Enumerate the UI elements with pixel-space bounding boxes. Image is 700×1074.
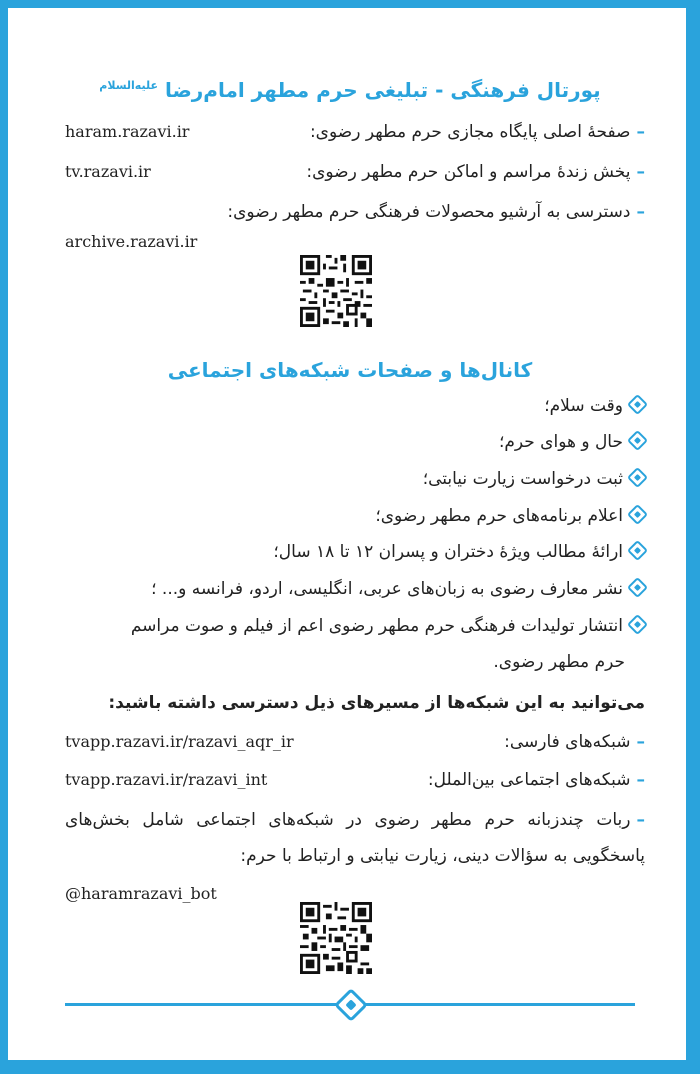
link-international — [55, 770, 645, 806]
social-heading: کانال‌ها و صفحات شبکه‌های اجتماعی — [167, 358, 533, 382]
portal-item-main — [55, 122, 645, 158]
portal-archive-url[interactable]: archive.razavi.ir — [65, 232, 198, 251]
bot-text: ربات چندزبانه حرم مطهر رضوی در شبکه‌های اجتماعی شامل بخش‌های پاسخگویی به سؤالات دینی، زیارت نیابتی و ارتباط با حرم: — [65, 810, 645, 866]
bullet-diamond-icon — [627, 539, 648, 560]
bullet-text: ارائهٔ مطالب ویژهٔ دختران و پسران ۱۲ تا ۱۸ سال؛ — [273, 542, 623, 562]
portal-heading — [55, 78, 645, 102]
dash-icon: – — [636, 202, 645, 222]
bot-handle[interactable]: @haramrazavi_bot — [65, 884, 217, 903]
portal-item-live — [55, 162, 645, 198]
qr-code-portal — [300, 255, 372, 327]
bullet-text: حرم مطهر رضوی. — [493, 652, 625, 672]
link-url[interactable]: tvapp.razavi.ir/razavi_int — [65, 770, 268, 789]
bullet-item — [55, 542, 645, 562]
dash-icon: – — [636, 732, 645, 752]
bullet-text: نشر معارف رضوی به زبان‌های عربی، انگلیسی، اردو، فرانسه و... ؛ — [151, 579, 623, 599]
bullet-diamond-icon — [627, 613, 648, 634]
bullet-item — [55, 616, 645, 636]
bullet-text: اعلام برنامه‌های حرم مطهر رضوی؛ — [375, 506, 623, 526]
portal-item-label: صفحهٔ اصلی پایگاه مجازی حرم مطهر رضوی: — [309, 122, 631, 142]
bullet-item — [55, 432, 645, 452]
document-page — [55, 60, 645, 1020]
bullet-text: وقت سلام؛ — [544, 396, 623, 416]
link-label: شبکه‌های اجتماعی بین‌الملل: — [427, 770, 631, 790]
bullet-text: انتشار تولیدات فرهنگی حرم مطهر رضوی اعم از فیلم و صوت مراسم — [130, 616, 623, 636]
portal-item-url[interactable]: haram.razavi.ir — [65, 122, 190, 141]
bullet-diamond-icon — [627, 429, 648, 450]
bullet-item — [55, 469, 645, 489]
access-note: می‌توانید به این شبکه‌ها از مسیرهای ذیل دسترسی داشته باشید: — [108, 693, 645, 713]
qr-code-bot — [300, 902, 372, 974]
bullet-text: ثبت درخواست زیارت نیابتی؛ — [422, 469, 623, 489]
dash-icon: – — [636, 810, 645, 830]
emblem-mark: علیه‌السلام — [99, 79, 158, 93]
portal-item-label: پخش زندهٔ مراسم و اماکن حرم مطهر رضوی: — [306, 162, 631, 182]
bullet-diamond-icon — [627, 503, 648, 524]
dash-icon: – — [636, 162, 645, 182]
link-label: شبکه‌های فارسی: — [504, 732, 631, 752]
bot-paragraph — [65, 802, 645, 874]
bullet-text: حال و هوای حرم؛ — [498, 432, 623, 452]
bullet-continuation — [55, 652, 645, 672]
bullet-item — [55, 579, 645, 599]
bullet-diamond-icon — [627, 393, 648, 414]
bullet-diamond-icon — [627, 466, 648, 487]
link-url[interactable]: tvapp.razavi.ir/razavi_aqr_ir — [65, 732, 294, 751]
bullet-diamond-icon — [627, 576, 648, 597]
dash-icon: – — [636, 770, 645, 790]
portal-heading-text: پورتال فرهنگی - تبلیغی حرم مطهر امام‌رضا — [164, 78, 601, 102]
bullet-item — [55, 506, 645, 526]
bullet-item — [55, 396, 645, 416]
portal-item-label: دسترسی به آرشیو محصولات فرهنگی حرم مطهر رضوی: — [227, 202, 631, 222]
dash-icon: – — [636, 122, 645, 142]
link-farsi — [55, 732, 645, 768]
portal-item-url[interactable]: tv.razavi.ir — [65, 162, 151, 181]
